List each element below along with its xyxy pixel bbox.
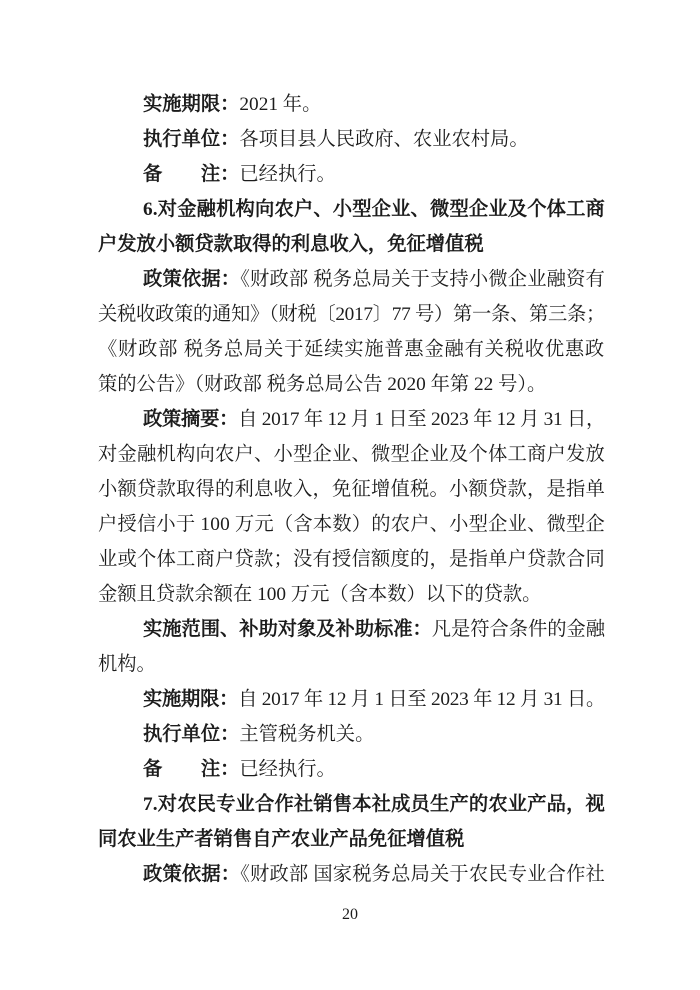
body-text: 自 2017 年 12 月 1 日至 2023 年 12 月 31 日。 (238, 689, 606, 710)
text-line (98, 857, 605, 892)
line-text (98, 444, 605, 465)
body-text: 策的公告》（财政部 税务总局公告 2020 年第 22 号）。 (98, 374, 547, 395)
label-text: 备 注： (143, 164, 240, 185)
label-text: 备 注： (143, 759, 240, 780)
text-line (98, 717, 605, 752)
field-implementation-period-6 (98, 682, 605, 717)
body-text: 主管税务机关。 (239, 724, 375, 745)
label-text: 实施期限： (143, 689, 239, 710)
text-line (98, 367, 605, 402)
label-text: 7.对农民专业合作社销售本社成员生产的农业产品，视 (143, 794, 605, 815)
label-text: 同农业生产者销售自产农业产品免征增值税 (98, 829, 465, 850)
text-line (98, 682, 605, 717)
line-text (98, 584, 541, 605)
line-text (98, 829, 464, 850)
field-remark-5 (98, 157, 605, 192)
line-text (98, 234, 484, 255)
line-text (98, 339, 605, 360)
body-text: 小额贷款取得的利息收入，免征增值税。小额贷款，是指单 (98, 479, 605, 500)
text-line (98, 752, 605, 787)
body-text: 2021 年。 (239, 94, 322, 115)
line-text (98, 654, 156, 675)
text-line (98, 647, 605, 682)
line-text (98, 304, 605, 325)
text-line (98, 577, 605, 612)
text-line (98, 297, 605, 332)
page-number: 20 (342, 906, 358, 923)
body-text: 机构。 (98, 654, 156, 675)
text-line (98, 262, 605, 297)
line-text (98, 514, 605, 535)
line-text (98, 374, 546, 395)
para-scope-and-standard-6 (98, 612, 605, 682)
body-text: 《财政部 国家税务总局关于农民专业合作社 (240, 864, 605, 885)
text-line (98, 192, 605, 227)
text-line (98, 437, 605, 472)
text-line (98, 402, 605, 437)
body-text: 户授信小于 100 万元（含本数）的农户、小型企业、微型企 (98, 514, 605, 535)
line-text (143, 759, 336, 780)
text-line (98, 227, 605, 262)
line-text (143, 129, 529, 150)
line-text (98, 479, 605, 500)
line-text (143, 619, 605, 640)
body-text: 各项目县人民政府、农业农村局。 (239, 129, 529, 150)
field-executing-unit-5 (98, 122, 605, 157)
label-text: 政策依据： (143, 269, 241, 290)
line-text (143, 199, 605, 220)
body-text: 金额且贷款余额在 100 万元（含本数）以下的贷款。 (98, 584, 542, 605)
body-text: 业或个体工商户贷款；没有授信额度的，是指单户贷款合同 (98, 549, 605, 570)
field-executing-unit-6 (98, 717, 605, 752)
label-text: 户发放小额贷款取得的利息收入，免征增值税 (98, 234, 484, 255)
text-line (98, 332, 605, 367)
label-text: 实施范围、补助对象及补助标准： (143, 619, 432, 640)
section-7-heading (98, 787, 605, 857)
label-text: 执行单位： (143, 129, 240, 150)
body-text: 《财政部 税务总局关于支持小微企业融资有 (240, 269, 605, 290)
label-text: 执行单位： (143, 724, 240, 745)
para-policy-summary-6 (98, 402, 605, 612)
body-text: 《财政部 税务总局关于延续实施普惠金融有关税收优惠政 (98, 339, 605, 360)
text-line (98, 542, 605, 577)
text-line (98, 612, 605, 647)
body-text: 已经执行。 (239, 164, 336, 185)
text-line (98, 157, 605, 192)
line-text (143, 794, 605, 815)
text-line (98, 822, 605, 857)
body-text: 关税收政策的通知》（财税〔2017〕77 号）第一条、第三条； (98, 304, 605, 325)
line-text (143, 94, 321, 115)
body-text: 自 2017 年 12 月 1 日至 2023 年 12 月 31 日， (238, 409, 606, 430)
text-line (98, 87, 605, 122)
line-text (143, 689, 605, 710)
body-text: 对金融机构向农户、小型企业、微型企业及个体工商户发放 (98, 444, 605, 465)
para-policy-basis-6 (98, 262, 605, 402)
text-line (98, 122, 605, 157)
line-text (143, 724, 374, 745)
para-policy-basis-7 (98, 857, 605, 892)
field-remark-6 (98, 752, 605, 787)
text-line (98, 507, 605, 542)
section-6-heading (98, 192, 605, 262)
line-text (143, 164, 336, 185)
label-text: 6.对金融机构向农户、小型企业、微型企业及个体工商 (143, 199, 605, 220)
line-text (98, 549, 605, 570)
label-text: 政策摘要： (143, 409, 239, 430)
body-text: 凡是符合条件的金融 (431, 619, 605, 640)
field-implementation-period-5 (98, 87, 605, 122)
line-text (143, 864, 605, 885)
body-text: 已经执行。 (239, 759, 336, 780)
line-text (143, 409, 605, 430)
label-text: 实施期限： (143, 94, 240, 115)
document-body (98, 87, 605, 892)
label-text: 政策依据： (143, 864, 241, 885)
text-line (98, 787, 605, 822)
line-text (143, 269, 605, 290)
text-line (98, 472, 605, 507)
